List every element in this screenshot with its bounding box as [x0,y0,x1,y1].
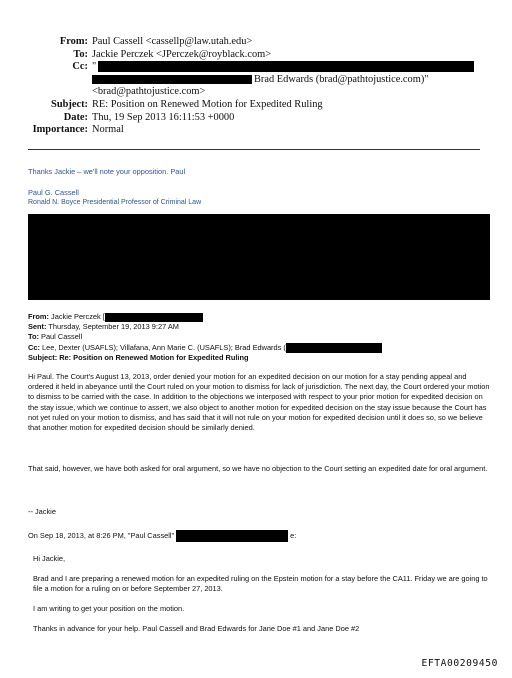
forwarded-from-row [28,312,490,322]
redaction-block [286,343,382,353]
header-cc-brad-email: <brad@pathtojustice.com> [92,86,206,98]
forwarded-cc-row [28,343,490,353]
header-cc-row [0,61,512,74]
header-importance-label: Importance: [32,124,88,136]
forwarded-sent-label: Sent: [28,322,47,332]
quoted-intro-end: e: [290,530,297,540]
header-subject-label: Subject: [51,98,88,110]
forwarded-header [28,312,490,363]
redaction-block [105,313,203,322]
quoted-intro [28,530,490,542]
message-paragraph-1: Hi Paul. The Court's August 13, 2013, order denied your motion for an expedited decision on our motion for a stay pending appeal and ordered it held in abeyance until the Court ruled on your motion to dismiss for lack of jurisdiction. The next day, the Court ordered your motion to dismiss to be carried with the case. In addition to the objections we interposed with respect to your prior motion for expedited decision on the stay issue, which we continue to assert, we also object to another motion for expedited decision on the stay issue because the Court has not yet ruled on your motion to dismiss, and has said that it will not rule on your motion for expedited decision until it does so, so we believe that another motion for expedited decision should be similarly denied. [28,372,490,433]
forwarded-subject-row [28,353,490,363]
quoted-paragraph-1: Brad and I are preparing a renewed motion for an expedited ruling on the Epstein motion for a stay before the CA11. Friday we are going to file a motion for a ruling on or before September 27, 2013. [33,574,488,594]
redaction-block [176,530,288,542]
quoted-greeting: Hi Jackie, [33,554,66,563]
quoted-paragraph-2: I am writing to get your position on the motion. [33,604,185,613]
redaction-block [28,214,490,300]
forwarded-to-label: To: [28,332,39,342]
forwarded-subject-value: Re: Position on Renewed Motion for Expedited Ruling [59,352,249,362]
forwarded-sent-row [28,322,490,332]
forwarded-cc-label: Cc: [28,342,40,352]
signature-title: Ronald N. Boyce Presidential Professor of Criminal Law [28,199,202,206]
header-cc-brad: Brad Edwards (brad@pathtojustice.com)" [254,73,429,85]
header-to-label: To: [73,48,88,60]
header-from-value: Paul Cassell <cassellp@law.utah.edu> [92,36,253,47]
header-cc-line4 [0,86,512,99]
header-cc-line3 [0,74,512,87]
forwarded-to-value: Paul Cassell [41,332,83,342]
header-cc-value [88,61,474,74]
header-importance-row [0,124,512,137]
quoted-intro-start: On Sep 18, 2013, at 8:26 PM, "Paul Cassell" [28,530,175,540]
header-subject-row [0,99,512,112]
forwarded-to-row [28,332,490,342]
message-signoff: -- Jackie [28,507,56,516]
header-to-row [0,49,512,62]
redaction-block [98,61,474,72]
header-cc-label: Cc: [72,61,88,73]
forwarded-from-value: Jackie Perczek [ [51,312,105,321]
reply-text: Thanks Jackie – we'll note your opposition. Paul [28,167,186,176]
header-date-row [0,112,512,125]
document-id: EFTA00209450 [421,658,498,669]
header-cc-quote: " [92,61,97,73]
header-from-label: From: [59,36,88,47]
forwarded-sent-value: Thursday, September 19, 2013 9:27 AM [48,322,179,332]
forwarded-subject-label: Subject: [28,352,58,362]
quoted-paragraph-3: Thanks in advance for your help. Paul Cassell and Brad Edwards for Jane Doe #1 and Jane Doe #2 [33,624,360,633]
header-date-label: Date: [63,111,88,123]
signature-name: Paul G. Cassell [28,188,79,197]
forwarded-from-label: From: [28,312,49,321]
email-header [0,36,512,137]
header-date-value: Thu, 19 Sep 2013 16:11:53 +0000 [92,111,235,123]
message-paragraph-2: That said, however, we have both asked for oral argument, so we have no objection to the Court setting an expedited date for oral argument. [28,464,488,473]
header-subject-value: RE: Position on Renewed Motion for Expedited Ruling [92,98,323,110]
header-divider [28,149,480,150]
redaction-block [92,75,252,84]
header-to-value: Jackie Perczek <JPerczek@royblack.com> [92,48,272,60]
header-from-row [0,36,512,49]
forwarded-cc-value: Lee, Dexter (USAFLS); Villafana, Ann Marie C. (USAFLS); Brad Edwards ( [41,342,286,352]
header-importance-value: Normal [92,124,124,136]
